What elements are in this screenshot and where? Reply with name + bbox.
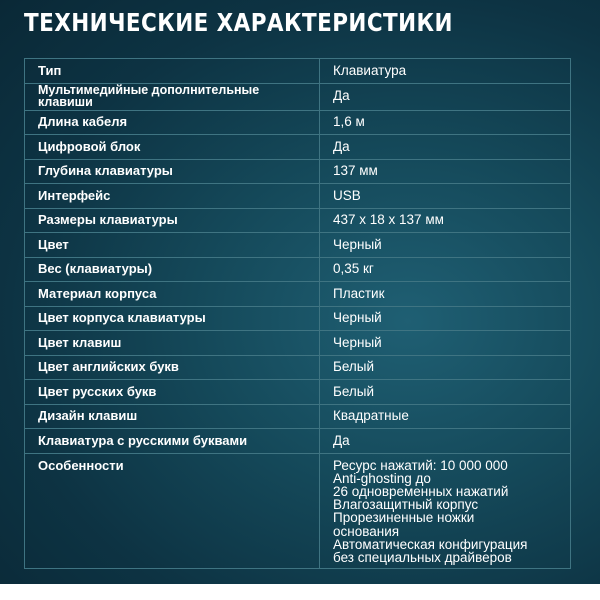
feature-line: без специальных драйверов — [333, 549, 512, 565]
features-list — [320, 453, 571, 568]
spec-row-key-design — [25, 404, 571, 429]
spec-row-numpad — [25, 135, 571, 160]
spec-value: Черный — [320, 331, 571, 356]
spec-label: Мультимедийные дополнительные клавиши — [25, 83, 320, 110]
spec-value: 437 х 18 х 137 мм — [320, 208, 571, 233]
spec-label: Особенности — [25, 453, 320, 568]
spec-row-weight — [25, 257, 571, 282]
spec-value: Черный — [320, 306, 571, 331]
spec-row-interface — [25, 184, 571, 209]
spec-row-type — [25, 59, 571, 84]
spec-label: Цвет клавиш — [25, 331, 320, 356]
spec-value: Да — [320, 135, 571, 160]
spec-row-depth — [25, 159, 571, 184]
feature-line: Влагозащитный корпус — [333, 497, 479, 513]
spec-row-dimensions — [25, 208, 571, 233]
specs-table — [24, 58, 571, 569]
spec-label: Размеры клавиатуры — [25, 208, 320, 233]
spec-value: Да — [320, 429, 571, 454]
spec-label: Дизайн клавиш — [25, 404, 320, 429]
spec-label: Цвет английских букв — [25, 355, 320, 380]
spec-label: Тип — [25, 59, 320, 84]
feature-line: Автоматическая конфигурация — [333, 536, 528, 552]
spec-label: Цифровой блок — [25, 135, 320, 160]
spec-label: Длина кабеля — [25, 110, 320, 135]
feature-line: Прорезиненные ножки — [333, 510, 475, 526]
spec-label: Вес (клавиатуры) — [25, 257, 320, 282]
spec-label: Глубина клавиатуры — [25, 159, 320, 184]
spec-value: 137 мм — [320, 159, 571, 184]
spec-label: Цвет корпуса клавиатуры — [25, 306, 320, 331]
page-title: ТЕХНИЧЕСКИЕ ХАРАКТЕРИСТИКИ — [24, 8, 453, 37]
spec-label: Материал корпуса — [25, 282, 320, 307]
spec-value: 1,6 м — [320, 110, 571, 135]
spec-value: Белый — [320, 380, 571, 405]
spec-value: 0,35 кг — [320, 257, 571, 282]
spec-value: Квадратные — [320, 404, 571, 429]
feature-line: 26 одновременных нажатий — [333, 483, 509, 499]
spec-row-key-color — [25, 331, 571, 356]
spec-value: Черный — [320, 233, 571, 258]
feature-line: основания — [333, 523, 400, 539]
feature-line: Ресурс нажатий: 10 000 000 — [333, 457, 508, 473]
spec-label: Цвет русских букв — [25, 380, 320, 405]
spec-label: Клавиатура с русскими буквами — [25, 429, 320, 454]
spec-row-russian-letters-color — [25, 380, 571, 405]
feature-line: Anti-ghosting до — [333, 470, 431, 486]
spec-label: Интерфейс — [25, 184, 320, 209]
spec-value: Клавиатура — [320, 59, 571, 84]
spec-row-multimedia-keys — [25, 83, 571, 110]
spec-value: Пластик — [320, 282, 571, 307]
spec-label: Цвет — [25, 233, 320, 258]
spec-row-english-letters-color — [25, 355, 571, 380]
spec-value: USB — [320, 184, 571, 209]
spec-row-cable-length — [25, 110, 571, 135]
spec-row-russian-letters — [25, 429, 571, 454]
spec-row-color — [25, 233, 571, 258]
spec-value: Да — [320, 83, 571, 110]
spec-row-body-color — [25, 306, 571, 331]
spec-row-body-material — [25, 282, 571, 307]
spec-value: Белый — [320, 355, 571, 380]
spec-row-features — [25, 453, 571, 568]
